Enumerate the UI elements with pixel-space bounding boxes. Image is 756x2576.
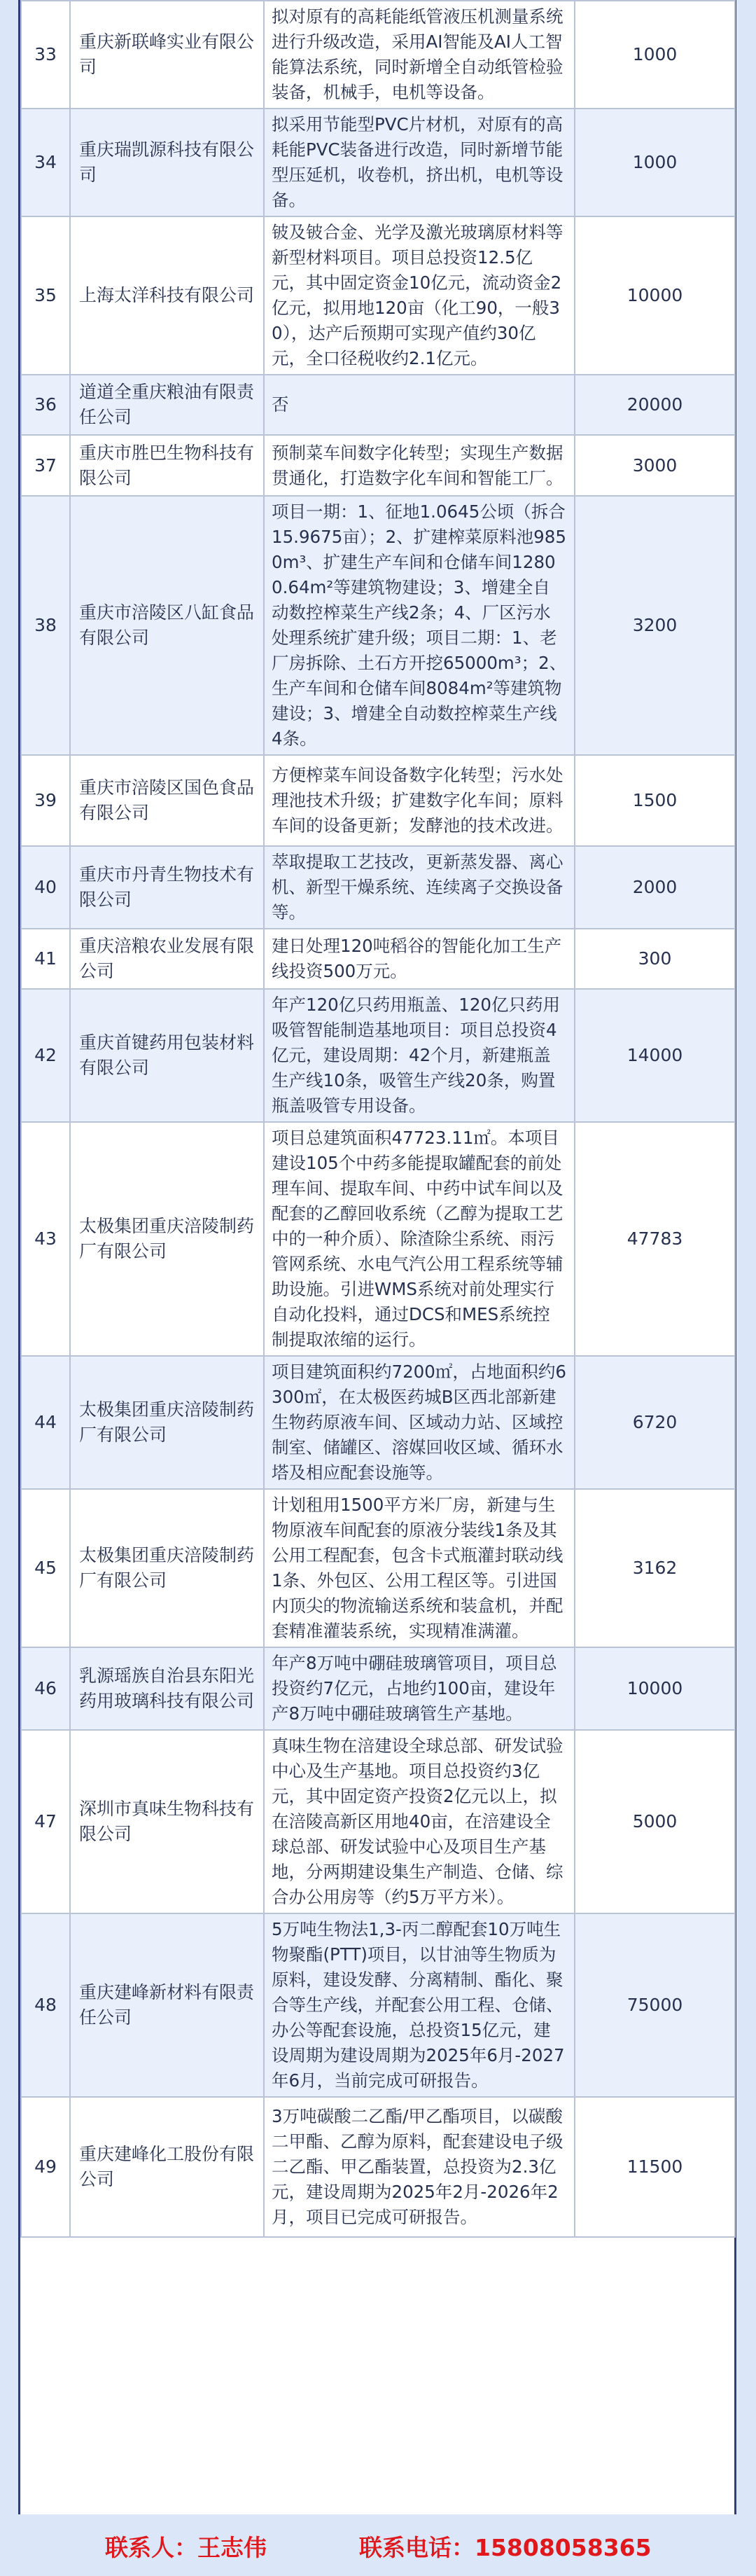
table-row xyxy=(21,846,735,929)
row-number: 36 xyxy=(21,375,70,435)
company-name: 深圳市真味生物科技有限公司 xyxy=(70,1730,264,1913)
row-number: 49 xyxy=(21,2097,70,2237)
table-row xyxy=(21,496,735,755)
row-number: 42 xyxy=(21,989,70,1122)
project-description: 计划租用1500平方米厂房，新建与生物原液车间配套的原液分装线1条及其公用工程配套，包含卡式瓶灌封联动线1条、外包区、公用工程区等。引进国内顶尖的物流输送系统和装盒机，并配套精准灌装系统，实现精准满灌。 xyxy=(264,1489,575,1647)
company-name: 重庆市丹青生物技术有限公司 xyxy=(70,846,264,929)
contact-phone: 联系电话：15808058365 xyxy=(359,2534,652,2561)
company-name: 太极集团重庆涪陵制药厂有限公司 xyxy=(70,1356,264,1489)
project-description: 年产120亿只药用瓶盖、120亿只药用吸管智能制造基地项目：项目总投资4亿元，建设周期：42个月，新建瓶盖生产线10条，吸管生产线20条，购置瓶盖吸管专用设备。 xyxy=(264,989,575,1122)
row-number: 35 xyxy=(21,216,70,375)
contact-footer xyxy=(0,2514,756,2576)
contact-person: 联系人：王志伟 xyxy=(105,2534,267,2561)
company-name: 乳源瑶族自治县东阳光药用玻璃科技有限公司 xyxy=(70,1647,264,1730)
company-name: 重庆建峰化工股份有限公司 xyxy=(70,2097,264,2237)
table-row xyxy=(21,1489,735,1647)
row-number: 34 xyxy=(21,109,70,216)
project-description: 年产8万吨中硼硅玻璃管项目，项目总投资约7亿元，占地约100亩，建设年产8万吨中硼硅玻璃管生产基地。 xyxy=(264,1647,575,1730)
row-number: 44 xyxy=(21,1356,70,1489)
table-row xyxy=(21,2097,735,2237)
project-description: 萃取提取工艺技改，更新蒸发器、离心机、新型干燥系统、连续离子交换设备等。 xyxy=(264,846,575,929)
table-row xyxy=(21,1,735,109)
table-row xyxy=(21,1356,735,1489)
table-row xyxy=(21,109,735,216)
company-name: 重庆市胜巴生物科技有限公司 xyxy=(70,435,264,496)
investment-amount: 75000 xyxy=(575,1913,735,2097)
table-row xyxy=(21,216,735,375)
company-name: 重庆瑞凯源科技有限公司 xyxy=(70,109,264,216)
project-description: 铍及铍合金、光学及激光玻璃原材料等新型材料项目。项目总投资12.5亿元，其中固定资金10亿元，流动资金2亿元，拟用地120亩（化工90，一般30），达产后预期可实现产值约30亿元，全口径税收约2.1亿元。 xyxy=(264,216,575,375)
row-number: 33 xyxy=(21,1,70,109)
investment-amount: 2000 xyxy=(575,846,735,929)
project-description: 拟对原有的高耗能纸管液压机测量系统进行升级改造，采用AI智能及AI人工智能算法系统，同时新增全自动纸管检验装备，机械手，电机等设备。 xyxy=(264,1,575,109)
investment-amount: 47783 xyxy=(575,1122,735,1356)
row-number: 43 xyxy=(21,1122,70,1356)
project-description: 5万吨生物法1,3-丙二醇配套10万吨生物聚酯(PTT)项目，以甘油等生物质为原料，建设发酵、分离精制、酯化、聚合等生产线，并配套公用工程、仓储、办公等配套设施，总投资15亿元，建设周期为建设周期为2025年6月-2027年6月，当前完成可研报告。 xyxy=(264,1913,575,2097)
company-name: 重庆涪粮农业发展有限公司 xyxy=(70,929,264,989)
row-number: 39 xyxy=(21,755,70,846)
investment-amount: 3200 xyxy=(575,496,735,755)
investment-amount: 1000 xyxy=(575,1,735,109)
project-description: 项目总建筑面积47723.11㎡。本项目建设105个中药多能提取罐配套的前处理车间、提取车间、中药中试车间以及配套的乙醇回收系统（乙醇为提取工艺中的一种介质）、除渣除尘系统、雨污管网系统、水电气汽公用工程系统等辅助设施。引进WMS系统对前处理实行自动化投料，通过DCS和MES系统控制提取浓缩的运行。 xyxy=(264,1122,575,1356)
table-row xyxy=(21,1730,735,1913)
investment-amount: 300 xyxy=(575,929,735,989)
investment-amount: 10000 xyxy=(575,1647,735,1730)
project-description: 预制菜车间数字化转型；实现生产数据贯通化，打造数字化车间和智能工厂。 xyxy=(264,435,575,496)
project-description: 拟采用节能型PVC片材机，对原有的高耗能PVC装备进行改造，同时新增节能型压延机，收卷机，挤出机，电机等设备。 xyxy=(264,109,575,216)
table-row xyxy=(21,989,735,1122)
row-number: 37 xyxy=(21,435,70,496)
row-number: 41 xyxy=(21,929,70,989)
project-description: 项目建筑面积约7200㎡，占地面积约6300㎡，在太极医药城B区西北部新建生物药原液车间、区域动力站、区域控制室、储罐区、溶媒回收区域、循环水塔及相应配套设施等。 xyxy=(264,1356,575,1489)
row-number: 38 xyxy=(21,496,70,755)
project-description: 建日处理120吨稻谷的智能化加工生产线投资500万元。 xyxy=(264,929,575,989)
investment-amount: 20000 xyxy=(575,375,735,435)
investment-amount: 14000 xyxy=(575,989,735,1122)
investment-amount: 3000 xyxy=(575,435,735,496)
company-name: 上海太洋科技有限公司 xyxy=(70,216,264,375)
row-number: 45 xyxy=(21,1489,70,1647)
company-name: 重庆市涪陵区八缸食品有限公司 xyxy=(70,496,264,755)
table-row xyxy=(21,929,735,989)
company-name: 重庆建峰新材料有限责任公司 xyxy=(70,1913,264,2097)
company-name: 道道全重庆粮油有限责任公司 xyxy=(70,375,264,435)
project-description: 真味生物在涪建设全球总部、研发试验中心及生产基地。项目总投资约3亿元，其中固定资产投资2亿元以上，拟在涪陵高新区用地40亩，在涪建设全球总部、研发试验中心及项目生产基地，分两期建设集生产制造、仓储、综合办公用房等（约5万平方米）。 xyxy=(264,1730,575,1913)
row-number: 40 xyxy=(21,846,70,929)
project-description: 项目一期：1、征地1.0645公顷（拆合15.9675亩）；2、扩建榨菜原料池9850m³、扩建生产车间和仓储车间12800.64m²等建筑物建设；3、增建全自动数控榨菜生产线2条；4、厂区污水处理系统扩建升级；项目二期：1、老厂房拆除、土石方开挖65000m³；2、生产车间和仓储车间8084m²等建筑物建设；3、增建全自动数控榨菜生产线4条。 xyxy=(264,496,575,755)
table-row xyxy=(21,435,735,496)
project-description: 方便榨菜车间设备数字化转型；污水处理池技术升级；扩建数字化车间；原料车间的设备更新；发酵池的技术改进。 xyxy=(264,755,575,846)
company-name: 重庆新联峰实业有限公司 xyxy=(70,1,264,109)
investment-amount: 1000 xyxy=(575,109,735,216)
investment-amount: 3162 xyxy=(575,1489,735,1647)
table-row xyxy=(21,1913,735,2097)
company-name: 重庆市涪陵区国色食品有限公司 xyxy=(70,755,264,846)
row-number: 48 xyxy=(21,1913,70,2097)
company-name: 太极集团重庆涪陵制药厂有限公司 xyxy=(70,1122,264,1356)
table-row xyxy=(21,1122,735,1356)
project-table xyxy=(20,0,736,2238)
company-name: 重庆首键药用包装材料有限公司 xyxy=(70,989,264,1122)
project-table-body xyxy=(21,1,735,2237)
table-row xyxy=(21,375,735,435)
project-description: 3万吨碳酸二乙酯/甲乙酯项目，以碳酸二甲酯、乙醇为原料，配套建设电子级二乙酯、甲乙酯装置，总投资为2.3亿元，建设周期为2025年2月-2026年2月，项目已完成可研报告。 xyxy=(264,2097,575,2237)
row-number: 46 xyxy=(21,1647,70,1730)
project-description: 否 xyxy=(264,375,575,435)
investment-amount: 10000 xyxy=(575,216,735,375)
company-name: 太极集团重庆涪陵制药厂有限公司 xyxy=(70,1489,264,1647)
investment-amount: 11500 xyxy=(575,2097,735,2237)
table-row xyxy=(21,755,735,846)
row-number: 47 xyxy=(21,1730,70,1913)
investment-amount: 1500 xyxy=(575,755,735,846)
table-row xyxy=(21,1647,735,1730)
investment-amount: 5000 xyxy=(575,1730,735,1913)
investment-amount: 6720 xyxy=(575,1356,735,1489)
